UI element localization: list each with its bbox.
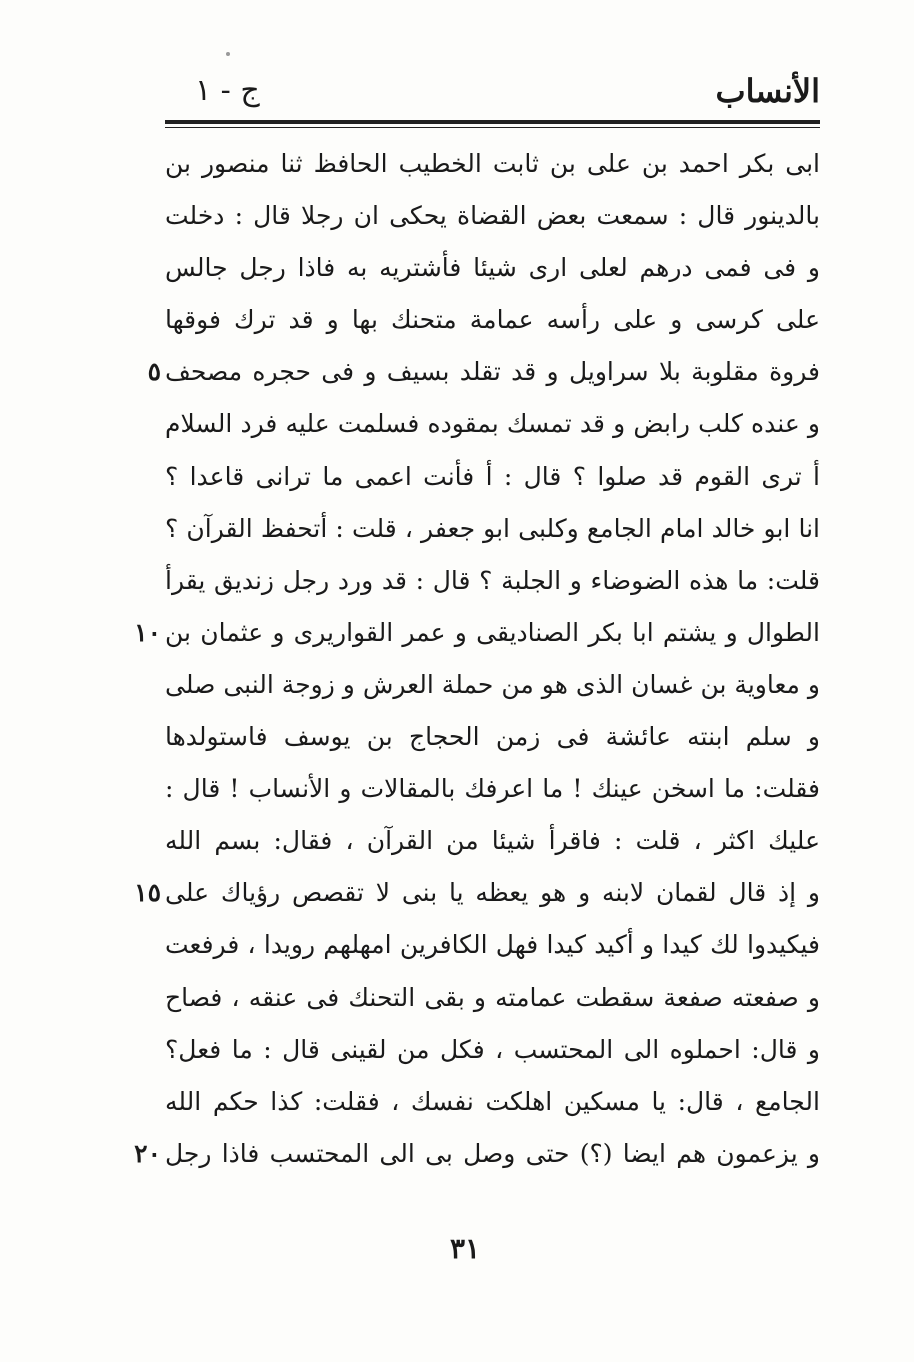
text-line <box>165 451 820 503</box>
text-line <box>165 763 820 815</box>
header-rule-thick <box>165 120 820 124</box>
text-line <box>165 815 820 867</box>
line-text: بالدينور قال : سمعت بعض القضاة يحكى ان رجلا قال : دخلت <box>165 201 820 231</box>
line-text: فروة مقلوبة بلا سراويل و قد تقلد بسيف و فى حجره مصحف <box>165 357 820 387</box>
line-text: قلت: ما هذه الضوضاء و الجلبة ؟ قال : قد ورد رجل زنديق يقرأ <box>165 565 820 595</box>
text-line <box>165 1076 820 1128</box>
line-text: و معاوية بن غسان الذى هو من حملة العرش و زوجة النبى صلى <box>165 669 820 699</box>
text-line <box>134 867 820 919</box>
line-text: على كرسى و على رأسه عمامة متحنك بها و قد ترك فوقها <box>165 305 820 335</box>
line-text: و يزعمون هم ايضا (؟) حتى وصل بى الى المحتسب فاذا رجل <box>165 1138 820 1168</box>
text-line <box>165 190 820 242</box>
text-line <box>165 242 820 294</box>
line-text: انا ابو خالد امام الجامع وكلبى ابو جعفر ، قلت : أتحفظ القرآن ؟ <box>165 513 820 543</box>
text-line <box>165 398 820 450</box>
text-line <box>165 294 820 346</box>
running-title: الأنساب <box>715 72 820 110</box>
line-text: الجامع ، قال: يا مسكين اهلكت نفسك ، فقلت: كذا حكم الله <box>165 1086 820 1116</box>
text-line <box>165 503 820 555</box>
line-number: ١٠ <box>134 617 161 647</box>
line-number: ٢٠ <box>134 1138 161 1168</box>
line-number: ١٥ <box>134 878 161 908</box>
line-text: و سلم ابنته عائشة فى زمن الحجاج بن يوسف فاستولدها <box>165 722 820 752</box>
text-line <box>165 555 820 607</box>
line-text: و عنده كلب رابض و قد تمسك بمقوده فسلمت عليه فرد السلام <box>165 409 820 439</box>
volume-label: ج - ١ <box>195 73 260 108</box>
line-number: ٥ <box>147 357 161 387</box>
text-line <box>134 1128 820 1180</box>
body-text <box>134 138 820 1180</box>
line-text: و إذ قال لقمان لابنه و هو يعظه يا بنى لا تقصص رؤياك على <box>165 878 820 908</box>
text-line <box>147 346 820 398</box>
page-header <box>165 66 820 116</box>
line-text: فيكيدوا لك كيدا و أكيد كيدا فهل الكافرين امهلهم رويدا ، فرفعت <box>165 930 820 960</box>
text-line <box>165 711 820 763</box>
line-text: و صفعته صفعة سقطت عمامته و بقى التحنك فى عنقه ، فصاح <box>165 982 820 1012</box>
print-speck <box>226 52 230 56</box>
line-text: أ ترى القوم قد صلوا ؟ قال : أ فأنت اعمى ما ترانى قاعدا ؟ <box>165 461 820 491</box>
text-line <box>165 138 820 190</box>
line-text: الطوال و يشتم ابا بكر الصناديقى و عمر القواريرى و عثمان بن <box>165 617 820 647</box>
line-text: عليك اكثر ، قلت : فاقرأ شيئا من القرآن ، فقال: بسم الله <box>165 826 820 856</box>
line-text: و قال: احملوه الى المحتسب ، فكل من لقينى قال : ما فعل؟ <box>165 1034 820 1064</box>
text-line <box>165 659 820 711</box>
page-number: ٣١ <box>449 1232 481 1265</box>
text-line <box>134 607 820 659</box>
text-line <box>165 972 820 1024</box>
text-line <box>165 919 820 971</box>
line-text: فقلت: ما اسخن عينك ! ما اعرفك بالمقالات و الأنساب ! قال : <box>165 774 820 804</box>
line-text: و فى فمى درهم لعلى ارى شيئا فأشتريه به فاذا رجل جالس <box>165 253 820 283</box>
text-line <box>165 1024 820 1076</box>
line-text: ابى بكر احمد بن على بن ثابت الخطيب الحافظ ثنا منصور بن <box>165 149 820 178</box>
header-rule-thin <box>165 127 820 128</box>
